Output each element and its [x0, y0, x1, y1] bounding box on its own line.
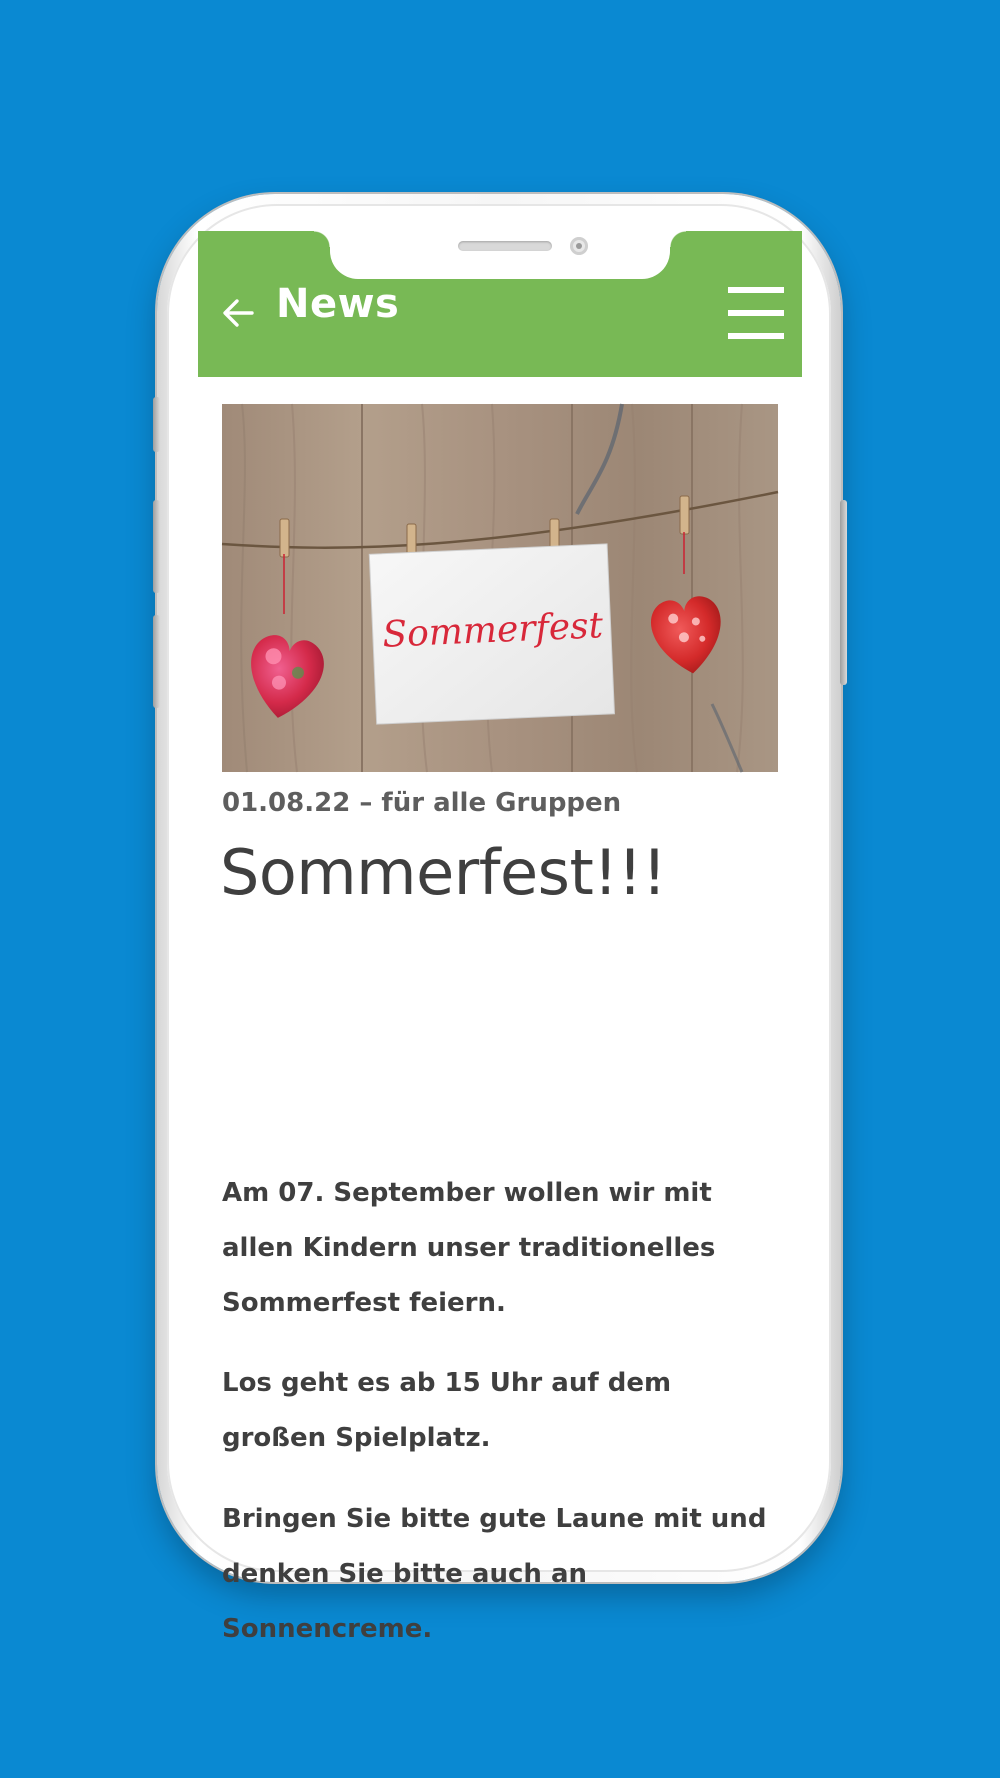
article-paragraph: Am 07. September wollen wir mit allen Kindern unser traditionelles Sommerfest feiern. — [222, 1178, 716, 1318]
article-paragraph: Los geht es ab 15 Uhr auf dem großen Spielplatz. — [222, 1368, 672, 1453]
side-button-mute — [153, 397, 160, 452]
page-title: News — [276, 281, 400, 327]
article-image — [222, 404, 778, 772]
side-button-volume-up — [153, 500, 160, 593]
article-paragraph: Bringen Sie bitte gute Laune mit und denken Sie bitte auch an Sonnencreme. — [222, 1504, 767, 1644]
phone-notch — [330, 231, 670, 279]
app-header — [198, 231, 802, 377]
article-title: Sommerfest!!! — [220, 836, 667, 909]
side-button-power — [840, 500, 847, 685]
app-screen — [198, 231, 802, 1644]
speaker-grille — [458, 241, 552, 251]
front-camera — [570, 237, 588, 255]
arrow-left-icon[interactable] — [220, 295, 256, 331]
article-meta: 01.08.22 – für alle Gruppen — [222, 788, 622, 818]
card-text: Sommerfest — [381, 605, 604, 656]
sommerfest-photo — [222, 404, 778, 772]
hamburger-menu-icon[interactable] — [728, 287, 784, 339]
side-button-volume-down — [153, 615, 160, 708]
